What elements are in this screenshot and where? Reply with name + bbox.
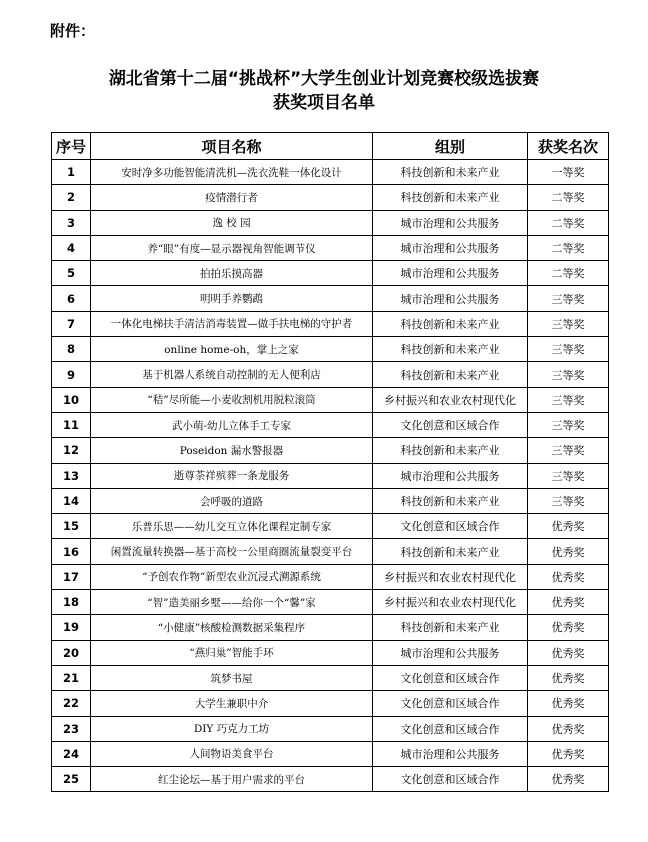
row-award: 优秀奖 bbox=[528, 665, 609, 690]
row-project-name: 安时净多功能智能清洗机—洗衣洗鞋一体化设计 bbox=[91, 160, 373, 185]
row-group: 城市治理和公共服务 bbox=[373, 210, 528, 235]
row-group: 文化创意和区域合作 bbox=[373, 716, 528, 741]
table-row bbox=[52, 514, 609, 539]
row-award: 优秀奖 bbox=[528, 741, 609, 766]
table-row bbox=[52, 261, 609, 286]
table-row bbox=[52, 590, 609, 615]
row-award: 二等奖 bbox=[528, 235, 609, 260]
table-row bbox=[52, 716, 609, 741]
row-project-name: DIY 巧克力工坊 bbox=[91, 716, 373, 741]
row-award: 优秀奖 bbox=[528, 564, 609, 589]
row-project-name: “予创农作物”新型农业沉浸式溯源系统 bbox=[91, 564, 373, 589]
row-number: 15 bbox=[52, 514, 91, 539]
table-row bbox=[52, 615, 609, 640]
row-project-name: 逝尊荼祥殡葬一条龙服务 bbox=[91, 463, 373, 488]
row-award: 优秀奖 bbox=[528, 539, 609, 564]
row-number: 21 bbox=[52, 665, 91, 690]
table-row bbox=[52, 210, 609, 235]
table-row bbox=[52, 337, 609, 362]
table-row bbox=[52, 463, 609, 488]
row-group: 科技创新和未来产业 bbox=[373, 160, 528, 185]
row-number: 13 bbox=[52, 463, 91, 488]
row-group: 科技创新和未来产业 bbox=[373, 615, 528, 640]
row-project-name: 红尘论坛—基于用户需求的平台 bbox=[91, 767, 373, 792]
row-group: 城市治理和公共服务 bbox=[373, 261, 528, 286]
row-group: 科技创新和未来产业 bbox=[373, 337, 528, 362]
row-project-name: Poseidon 漏水警报器 bbox=[91, 438, 373, 463]
table-row bbox=[52, 412, 609, 437]
row-project-name: “小健康”核酸检测数据采集程序 bbox=[91, 615, 373, 640]
row-award: 优秀奖 bbox=[528, 590, 609, 615]
table-row bbox=[52, 286, 609, 311]
row-project-name: 拍拍乐摸高器 bbox=[91, 261, 373, 286]
table-row bbox=[52, 767, 609, 792]
row-project-name: 人间物语美食平台 bbox=[91, 741, 373, 766]
table-row bbox=[52, 665, 609, 690]
table-row bbox=[52, 160, 609, 185]
row-group: 文化创意和区域合作 bbox=[373, 412, 528, 437]
row-group: 科技创新和未来产业 bbox=[373, 438, 528, 463]
document-title: 湖北省第十二届“挑战杯”大学生创业计划竞赛校级选拔赛 bbox=[108, 69, 540, 89]
table-body bbox=[52, 160, 609, 792]
row-project-name: 养“眼”有度—显示器视角智能调节仪 bbox=[91, 235, 373, 260]
row-group: 文化创意和区域合作 bbox=[373, 514, 528, 539]
row-group: 城市治理和公共服务 bbox=[373, 286, 528, 311]
header-group: 组别 bbox=[373, 133, 528, 160]
table-row bbox=[52, 488, 609, 513]
row-number: 3 bbox=[52, 210, 91, 235]
row-number: 8 bbox=[52, 337, 91, 362]
row-group: 乡村振兴和农业农村现代化 bbox=[373, 564, 528, 589]
row-group: 科技创新和未来产业 bbox=[373, 185, 528, 210]
row-number: 9 bbox=[52, 362, 91, 387]
table-row bbox=[52, 311, 609, 336]
row-project-name: 乐普乐思——幼儿交互立体化课程定制专家 bbox=[91, 514, 373, 539]
document-subtitle: 获奖项目名单 bbox=[273, 93, 375, 113]
row-project-name: 逸 校 园 bbox=[91, 210, 373, 235]
row-number: 25 bbox=[52, 767, 91, 792]
row-award: 二等奖 bbox=[528, 261, 609, 286]
row-project-name: 会呼吸的道路 bbox=[91, 488, 373, 513]
header-number: 序号 bbox=[52, 133, 91, 160]
row-award: 优秀奖 bbox=[528, 615, 609, 640]
row-number: 19 bbox=[52, 615, 91, 640]
row-award: 三等奖 bbox=[528, 362, 609, 387]
row-project-name: online home-oh，掌上之家 bbox=[91, 337, 373, 362]
row-project-name: “秸”尽所能—小麦收割机用脱粒滚筒 bbox=[91, 387, 373, 412]
row-project-name: “智”造美丽乡墅——给你一个“馨”家 bbox=[91, 590, 373, 615]
row-number: 1 bbox=[52, 160, 91, 185]
row-group: 科技创新和未来产业 bbox=[373, 362, 528, 387]
row-award: 二等奖 bbox=[528, 185, 609, 210]
row-group: 文化创意和区域合作 bbox=[373, 767, 528, 792]
table-row bbox=[52, 235, 609, 260]
table-row bbox=[52, 185, 609, 210]
row-award: 三等奖 bbox=[528, 311, 609, 336]
table-row bbox=[52, 539, 609, 564]
row-number: 20 bbox=[52, 640, 91, 665]
table-row bbox=[52, 741, 609, 766]
row-number: 10 bbox=[52, 387, 91, 412]
row-number: 12 bbox=[52, 438, 91, 463]
row-award: 优秀奖 bbox=[528, 691, 609, 716]
row-project-name: “燕归巢”智能手环 bbox=[91, 640, 373, 665]
row-number: 6 bbox=[52, 286, 91, 311]
row-award: 三等奖 bbox=[528, 438, 609, 463]
row-group: 乡村振兴和农业农村现代化 bbox=[373, 590, 528, 615]
header-award: 获奖名次 bbox=[528, 133, 609, 160]
attachment-label: 附件： bbox=[50, 22, 96, 40]
row-group: 文化创意和区域合作 bbox=[373, 665, 528, 690]
row-number: 17 bbox=[52, 564, 91, 589]
row-group: 科技创新和未来产业 bbox=[373, 488, 528, 513]
row-award: 一等奖 bbox=[528, 160, 609, 185]
row-number: 2 bbox=[52, 185, 91, 210]
row-group: 科技创新和未来产业 bbox=[373, 539, 528, 564]
row-project-name: 闲置流量转换器—基于高校一公里商圈流量裂变平台 bbox=[91, 539, 373, 564]
row-number: 18 bbox=[52, 590, 91, 615]
row-number: 24 bbox=[52, 741, 91, 766]
row-group: 城市治理和公共服务 bbox=[373, 741, 528, 766]
table-row bbox=[52, 564, 609, 589]
row-group: 城市治理和公共服务 bbox=[373, 640, 528, 665]
row-award: 三等奖 bbox=[528, 488, 609, 513]
row-award: 三等奖 bbox=[528, 463, 609, 488]
table-row bbox=[52, 387, 609, 412]
row-number: 14 bbox=[52, 488, 91, 513]
row-project-name: 一体化电梯扶手清洁消毒装置—做手扶电梯的守护者 bbox=[91, 311, 373, 336]
row-award: 三等奖 bbox=[528, 412, 609, 437]
row-award: 优秀奖 bbox=[528, 640, 609, 665]
row-project-name: 筑梦书屋 bbox=[91, 665, 373, 690]
row-number: 16 bbox=[52, 539, 91, 564]
row-project-name: 大学生兼职中介 bbox=[91, 691, 373, 716]
table-row bbox=[52, 640, 609, 665]
row-number: 4 bbox=[52, 235, 91, 260]
row-project-name: 武小萌-幼儿立体手工专家 bbox=[91, 412, 373, 437]
row-group: 城市治理和公共服务 bbox=[373, 463, 528, 488]
row-project-name: 明明手养鹦鹉 bbox=[91, 286, 373, 311]
table-row bbox=[52, 438, 609, 463]
award-list-table bbox=[51, 132, 609, 792]
row-award: 优秀奖 bbox=[528, 514, 609, 539]
row-award: 优秀奖 bbox=[528, 767, 609, 792]
row-project-name: 疫情潜行者 bbox=[91, 185, 373, 210]
row-number: 7 bbox=[52, 311, 91, 336]
header-project-name: 项目名称 bbox=[91, 133, 373, 160]
table-row bbox=[52, 691, 609, 716]
row-number: 22 bbox=[52, 691, 91, 716]
row-award: 二等奖 bbox=[528, 210, 609, 235]
row-award: 优秀奖 bbox=[528, 716, 609, 741]
row-award: 三等奖 bbox=[528, 337, 609, 362]
row-group: 科技创新和未来产业 bbox=[373, 311, 528, 336]
row-number: 11 bbox=[52, 412, 91, 437]
row-number: 5 bbox=[52, 261, 91, 286]
row-group: 文化创意和区域合作 bbox=[373, 691, 528, 716]
row-number: 23 bbox=[52, 716, 91, 741]
row-group: 城市治理和公共服务 bbox=[373, 235, 528, 260]
row-award: 三等奖 bbox=[528, 286, 609, 311]
row-project-name: 基于机器人系统自动控制的无人便利店 bbox=[91, 362, 373, 387]
table-row bbox=[52, 362, 609, 387]
table-header-row bbox=[52, 133, 609, 160]
row-group: 乡村振兴和农业农村现代化 bbox=[373, 387, 528, 412]
row-award: 三等奖 bbox=[528, 387, 609, 412]
